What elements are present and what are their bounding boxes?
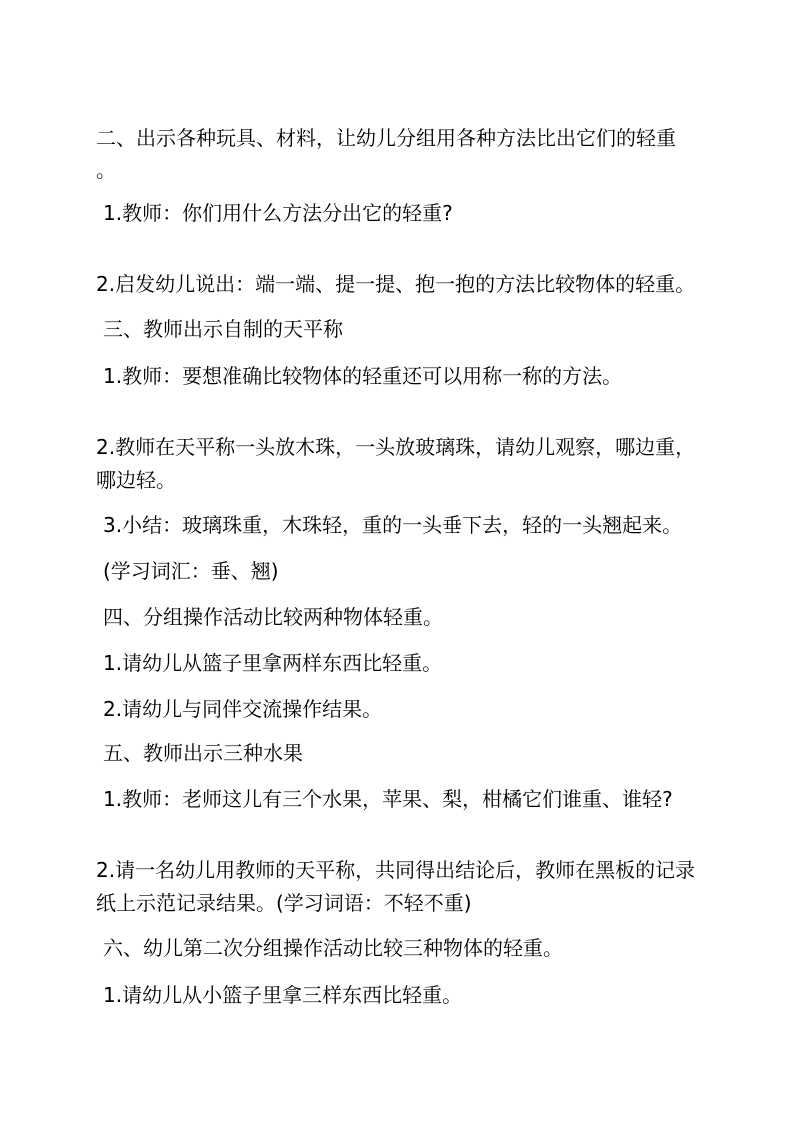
line-section-2-heading: 二、出示各种玩具、材料，让幼儿分组用各种方法比出它们的轻重 — [96, 126, 676, 150]
line-3-2-cont: 哪边轻。 — [96, 468, 176, 492]
line-section-4-heading: 四、分组操作活动比较两种物体轻重。 — [103, 605, 443, 629]
line-2-2: 2.启发幼儿说出：端一端、提一提、抱一抱的方法比较物体的轻重。 — [96, 272, 696, 296]
line-3-1: 1.教师：要想准确比较物体的轻重还可以用称一称的方法。 — [103, 364, 623, 388]
line-4-1: 1.请幼儿从篮子里拿两样东西比轻重。 — [103, 651, 443, 675]
line-5-2: 2.请一名幼儿用教师的天平称，共同得出结论后，教师在黑板的记录 — [96, 858, 696, 882]
line-3-3: 3.小结：玻璃珠重，木珠轻，重的一头垂下去，轻的一头翘起来。 — [103, 513, 683, 537]
line-3-vocab: (学习词汇：垂、翘) — [103, 559, 279, 583]
line-6-1: 1.请幼儿从小篮子里拿三样东西比轻重。 — [103, 983, 463, 1007]
line-section-6-heading: 六、幼儿第二次分组操作活动比较三种物体的轻重。 — [103, 936, 563, 960]
line-2-1: 1.教师：你们用什么方法分出它的轻重? — [103, 201, 453, 225]
line-section-3-heading: 三、教师出示自制的天平称 — [103, 317, 343, 341]
line-4-2: 2.请幼儿与同伴交流操作结果。 — [103, 697, 383, 721]
line-5-2-cont: 纸上示范记录结果。(学习词语：不轻不重) — [96, 891, 472, 915]
line-3-2: 2.教师在天平称一头放木珠，一头放玻璃珠，请幼儿观察，哪边重， — [96, 435, 696, 459]
line-5-1: 1.教师：老师这儿有三个水果，苹果、梨，柑橘它们谁重、谁轻? — [103, 787, 673, 811]
line-section-5-heading: 五、教师出示三种水果 — [103, 741, 303, 765]
line-section-2-heading-cont: 。 — [96, 158, 116, 182]
